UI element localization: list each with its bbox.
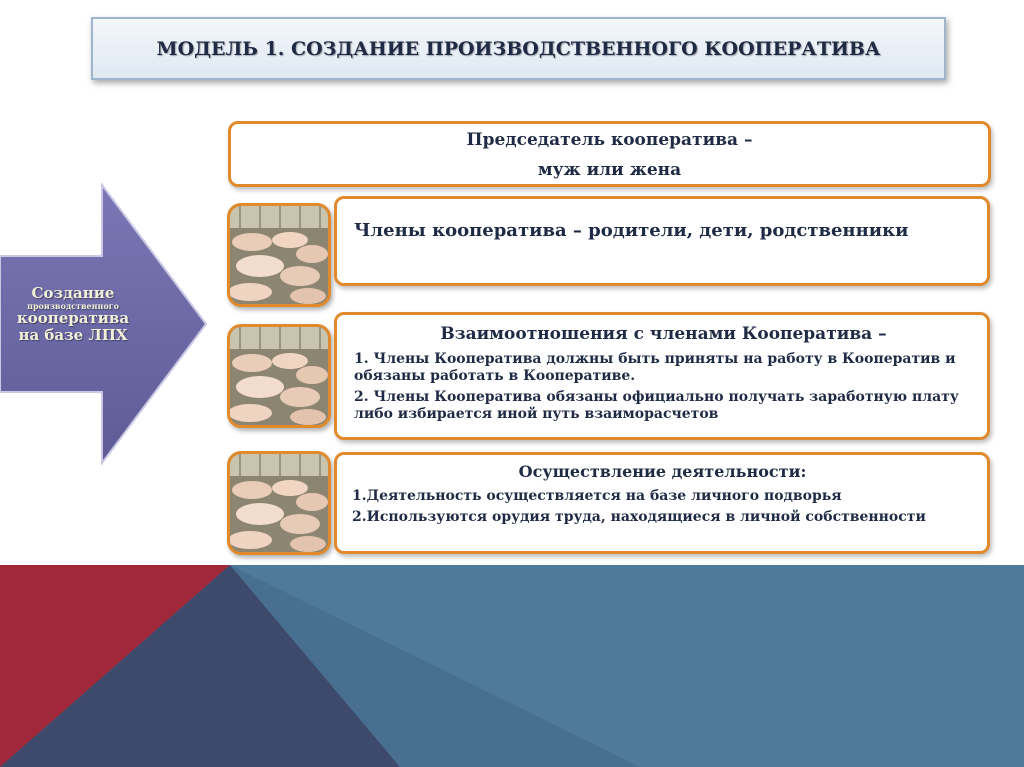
- title-banner: [91, 17, 946, 80]
- chairman-line2: муж или жена: [537, 160, 682, 180]
- activity-card: [334, 452, 990, 554]
- members-card: [334, 196, 990, 286]
- arrow-label-line4: на базе ЛПХ: [18, 325, 128, 344]
- slide-title: МОДЕЛЬ 1. СОЗДАНИЕ ПРОИЗВОДСТВЕННОГО КООПЕРАТИВА: [156, 37, 881, 60]
- activity-heading: Осуществление деятельности:: [518, 462, 807, 481]
- activity-item-1: 1.Деятельность осуществляется на базе личного подворья: [352, 488, 842, 504]
- pig-farm-photo: [227, 324, 331, 428]
- arrow-label-line2: производственного: [27, 300, 119, 311]
- chairman-card: [228, 121, 991, 187]
- relations-card: [334, 312, 990, 440]
- arrow-label-line1: Создание: [31, 284, 115, 302]
- activity-item-2: 2.Используются орудия труда, находящиеся в личной собственности: [352, 509, 926, 525]
- pig-farm-photo: [227, 203, 331, 307]
- pig-farm-photo: [227, 451, 331, 555]
- arrow-label: [4, 285, 142, 343]
- arrow-label-line3: кооператива: [16, 309, 130, 328]
- relations-item-1: 1. Члены Кооператива должны быть приняты на работу в Кооператив и обязаны работать в Кооперативе.: [354, 351, 956, 384]
- members-text: Члены кооператива – родители, дети, родственники: [354, 220, 909, 241]
- chairman-line1: Председатель кооператива –: [466, 130, 753, 150]
- relations-item-2: 2. Члены Кооператива обязаны официально получать заработную плату либо избирается иной путь взаиморасчетов: [354, 389, 959, 422]
- relations-heading: Взаимоотношения с членами Кооператива –: [440, 324, 887, 344]
- background-decoration: [0, 565, 1024, 767]
